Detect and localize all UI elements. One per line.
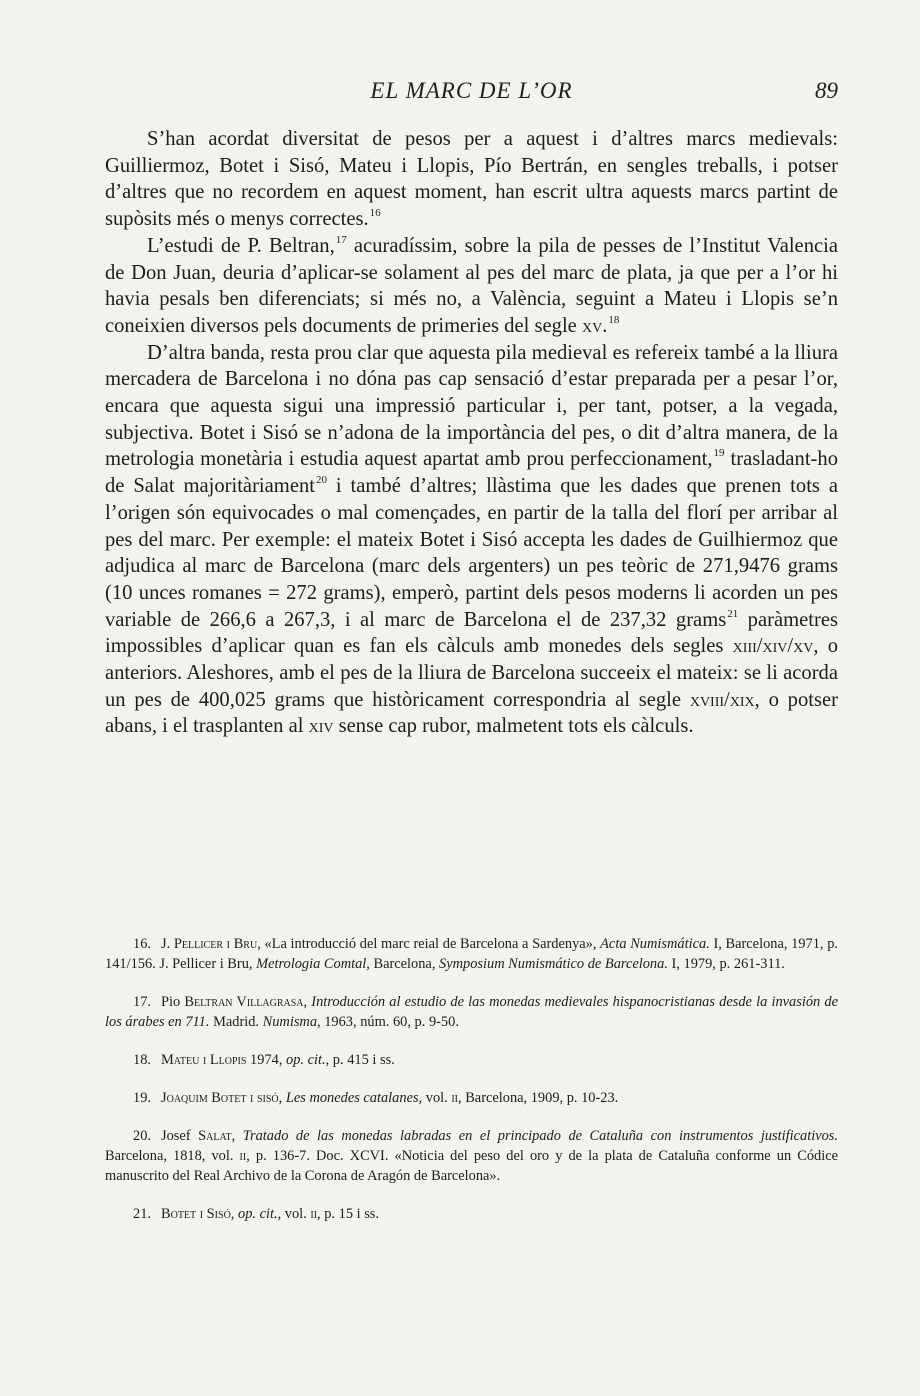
footnote-title: Symposium Numismático de Barcelona. bbox=[439, 956, 668, 972]
paragraph-text: L’estudi de P. Beltran, bbox=[147, 234, 335, 257]
footnote-number: 16. bbox=[133, 936, 151, 952]
footnote-ref-18: 18 bbox=[608, 313, 620, 326]
century-numeral: xv bbox=[581, 314, 603, 337]
footnote-text: I, Barcelona, 1971, p. 141/156. J. Pellicer i Bru, bbox=[105, 936, 838, 972]
footnote-ref-17: 17 bbox=[335, 233, 347, 246]
footnote-author: Beltran Villagrasa bbox=[184, 994, 304, 1010]
footnote-16 bbox=[105, 934, 838, 974]
century-numeral: xiii/xiv/xv bbox=[732, 635, 814, 658]
paragraph-1 bbox=[105, 126, 838, 233]
paragraph-3 bbox=[105, 340, 838, 741]
footnotes bbox=[105, 934, 838, 1242]
footnote-text: 1974, bbox=[246, 1052, 287, 1068]
footnote-text: , 1963, núm. 60, p. 9-50. bbox=[317, 1014, 459, 1030]
footnote-text: Barcelona, 1818, vol. bbox=[105, 1148, 240, 1164]
century-numeral: xviii/xix bbox=[689, 688, 755, 711]
main-text bbox=[105, 126, 838, 740]
paragraph-text: S’han acordat diversitat de pesos per a aquest i d’altres marcs medievals: Guilliermoz, Botet i Sisó, Mateu i Llopis, Pío Bertrán, en sengles treballs, i potser d’altres que no recordem en aquest moment, han escrit ultra aquests marcs partint de supòsits més o menys correctes. bbox=[105, 128, 838, 231]
footnote-text: , p. 136-7. Doc. XCVI. «Noticia del peso del oro y de la plata de Cataluña conforme un Códice manuscrito del Real Archivo de la Corona de Aragón de Barcelona». bbox=[105, 1148, 839, 1184]
volume-numeral: ii bbox=[451, 1090, 459, 1106]
footnote-text: Madrid. bbox=[209, 1014, 263, 1030]
footnote-ref-20: 20 bbox=[315, 474, 327, 487]
footnote-number: 21. bbox=[133, 1206, 151, 1222]
footnote-author: Joaquim Botet i sisó bbox=[161, 1090, 279, 1106]
century-numeral: xiv bbox=[308, 715, 334, 738]
footnote-author: Salat bbox=[198, 1128, 232, 1144]
page-number: 89 bbox=[815, 78, 838, 103]
footnote-author: J. Pellicer i Bru bbox=[161, 936, 258, 952]
footnote-18 bbox=[105, 1050, 838, 1070]
footnote-number: 17. bbox=[133, 994, 151, 1010]
paragraph-text: sense cap rubor, malmetent tots els càlculs. bbox=[333, 715, 694, 738]
footnote-text: , vol. bbox=[277, 1206, 311, 1222]
paragraph-text: D’altra banda, resta prou clar que aquesta pila medieval es refereix també a la lliura mercadera de Barcelona i no dóna pas cap sensació d’estar preparada per a pesar l’or, encara que aquesta sigui una impressió particular i, per tant, potser, a la vegada, subjectiva. Botet i Sisó se n’adona de la importància del pes, o dit d’altra manera, de la metrologia monetària i estudia aquest apartat amb prou perfeccionament, bbox=[105, 341, 838, 471]
paragraph-text: . bbox=[602, 314, 608, 337]
footnote-text: , Barcelona, 1909, p. 10-23. bbox=[458, 1090, 619, 1106]
footnote-author: Botet i Sisó bbox=[161, 1206, 231, 1222]
running-title: EL MARC DE L’OR bbox=[370, 78, 573, 103]
footnote-text: , bbox=[278, 1090, 286, 1106]
volume-numeral: ii bbox=[310, 1206, 318, 1222]
footnote-text: , p. 15 i ss. bbox=[317, 1206, 379, 1222]
footnote-text: I, 1979, p. 261-311. bbox=[667, 956, 785, 972]
paragraph-text: trasladant-ho de Salat majoritàriament bbox=[105, 448, 839, 498]
footnote-title: Les monedes catalanes, bbox=[285, 1090, 423, 1106]
footnote-19 bbox=[105, 1088, 838, 1108]
footnote-20 bbox=[105, 1126, 838, 1186]
footnote-17 bbox=[105, 992, 838, 1032]
footnote-21 bbox=[105, 1204, 838, 1224]
paragraph-text: i també d’altres; llàstima que les dades que prenen tots a l’origen són equivocades o mal començades, en partir de la talla del florí per arribar al pes del marc. Per exemple: el mateix Botet i Sisó accepta les dades de Guilhiermoz que adjudica al marc de Barcelona (marc dels argenters) un pes teòric de 271,9476 grams (10 unces romanes = 272 grams), emperò, partint dels pesos moderns li acorden un pes variable de 266,6 a 267,3, i al marc de Barcelona el de 237,32 grams bbox=[105, 475, 838, 631]
footnote-author: Mateu i Llopis bbox=[161, 1052, 247, 1068]
paragraph-text: paràmetres impossibles d’aplicar quan es fan els càlculs amb monedes dels segles bbox=[105, 608, 838, 658]
volume-numeral: ii bbox=[239, 1148, 247, 1164]
paragraph-text: , o potser abans, i el trasplanten al bbox=[105, 688, 838, 738]
footnote-author: Josef bbox=[161, 1128, 199, 1144]
paragraph-text: acuradíssim, sobre la pila de pesses de l’Institut Valencia de Don Juan, deuria d’aplicar-se solament al pes del marc de plata, ja que per a l’or hi havia pesals ben diferenciats; si més no, a València, seguint a Mateu i Llopis se’n coneixien diversos pels documents de primeries del segle bbox=[105, 234, 838, 337]
footnote-text: , p. 415 i ss. bbox=[325, 1052, 395, 1068]
footnote-text: , Barcelona, bbox=[366, 956, 440, 972]
footnote-ref-21: 21 bbox=[727, 607, 739, 620]
footnote-number: 18. bbox=[133, 1052, 151, 1068]
footnote-title: Acta Numismática. bbox=[600, 936, 710, 952]
footnote-text: , bbox=[231, 1128, 243, 1144]
footnote-text: vol. bbox=[422, 1090, 452, 1106]
paragraph-text: , o anteriors. Aleshores, amb el pes de la lliura de Barcelona succeeix el mateix: se li acorda un pes de 400,025 grams que històricament correspondria al segle bbox=[105, 635, 839, 711]
footnote-text: , «La introducció del marc reial de Barcelona a Sardenya», bbox=[257, 936, 601, 952]
footnote-title: Introducción al estudio de las monedas medievales hispanocristianas desde la invasión de los árabes en 711. bbox=[105, 994, 839, 1030]
footnote-text: , bbox=[303, 994, 312, 1010]
footnote-title: Numisma bbox=[262, 1014, 318, 1030]
running-header bbox=[105, 78, 838, 108]
footnote-title: op. cit. bbox=[286, 1052, 326, 1068]
footnote-ref-16: 16 bbox=[369, 207, 381, 220]
footnote-title: Metrologia Comtal bbox=[256, 956, 367, 972]
footnote-number: 20. bbox=[133, 1128, 151, 1144]
footnote-title: Tratado de las monedas labradas en el principado de Cataluña con instrumentos justificativos. bbox=[242, 1128, 838, 1144]
footnote-title: op. cit. bbox=[238, 1206, 278, 1222]
footnote-number: 19. bbox=[133, 1090, 151, 1106]
paragraph-2 bbox=[105, 233, 838, 340]
footnote-text: , bbox=[230, 1206, 238, 1222]
footnote-author: Pio bbox=[161, 994, 185, 1010]
footnote-ref-19: 19 bbox=[713, 447, 725, 460]
